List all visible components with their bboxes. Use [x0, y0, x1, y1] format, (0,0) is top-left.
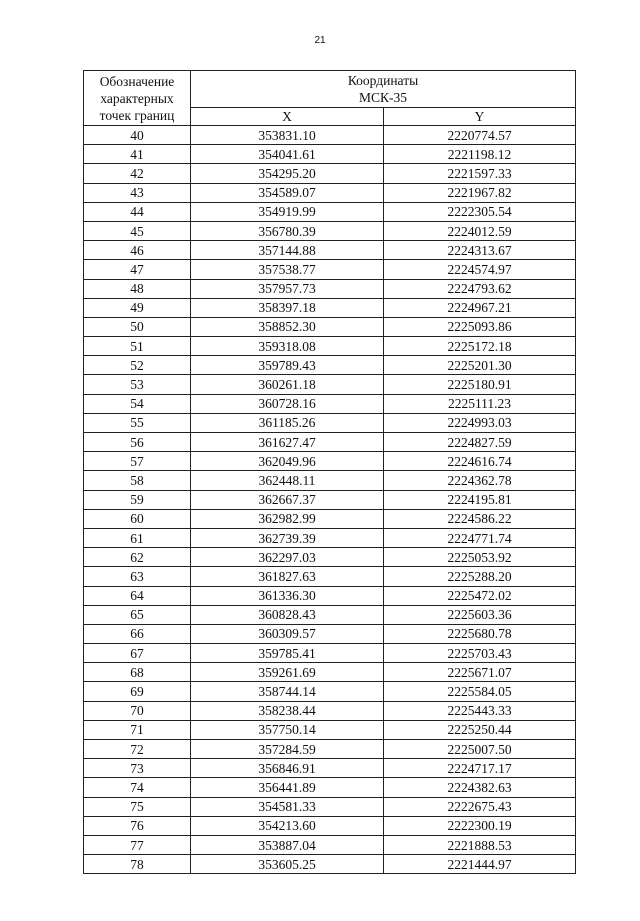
x-coordinate-cell: 354041.61 [191, 145, 384, 164]
table-row [84, 356, 576, 375]
y-coordinate-cell: 2225180.91 [384, 375, 576, 394]
point-number-cell: 69 [84, 682, 191, 701]
x-coordinate-cell: 354919.99 [191, 202, 384, 221]
x-coordinate-cell: 356441.89 [191, 778, 384, 797]
x-coordinate-cell: 354213.60 [191, 816, 384, 835]
y-coordinate-cell: 2225680.78 [384, 624, 576, 643]
table-row [84, 855, 576, 874]
point-number-cell: 67 [84, 644, 191, 663]
x-coordinate-cell: 362297.03 [191, 548, 384, 567]
x-coordinate-cell: 360309.57 [191, 624, 384, 643]
y-coordinate-cell: 2225172.18 [384, 337, 576, 356]
point-header-line-3: точек границ [99, 107, 175, 123]
x-coordinate-cell: 360261.18 [191, 375, 384, 394]
point-number-cell: 60 [84, 509, 191, 528]
y-coordinate-cell: 2224793.62 [384, 279, 576, 298]
y-coordinate-cell: 2224382.63 [384, 778, 576, 797]
point-number-cell: 59 [84, 490, 191, 509]
y-coordinate-cell: 2222300.19 [384, 816, 576, 835]
y-coordinate-cell: 2225053.92 [384, 548, 576, 567]
table-row [84, 720, 576, 739]
x-coordinate-cell: 357750.14 [191, 720, 384, 739]
table-row [84, 298, 576, 317]
point-number-cell: 73 [84, 759, 191, 778]
x-coordinate-cell: 360828.43 [191, 605, 384, 624]
coordinate-system-label: МСК-35 [358, 90, 407, 105]
x-coordinate-cell: 361185.26 [191, 413, 384, 432]
x-coordinate-cell: 359318.08 [191, 337, 384, 356]
table-row [84, 375, 576, 394]
y-coordinate-cell: 2222305.54 [384, 202, 576, 221]
y-coordinate-cell: 2225007.50 [384, 740, 576, 759]
x-coordinate-cell: 358744.14 [191, 682, 384, 701]
point-number-cell: 46 [84, 241, 191, 260]
x-coordinate-cell: 362049.96 [191, 452, 384, 471]
x-coordinate-cell: 358852.30 [191, 317, 384, 336]
x-coordinate-cell: 357538.77 [191, 260, 384, 279]
coordinates-header-title: Координаты [347, 73, 419, 88]
y-coordinate-cell: 2225703.43 [384, 644, 576, 663]
table-row [84, 394, 576, 413]
x-coordinate-cell: 362739.39 [191, 528, 384, 547]
point-number-cell: 66 [84, 624, 191, 643]
x-coordinate-cell: 362667.37 [191, 490, 384, 509]
table-row [84, 605, 576, 624]
point-header-line-1: Обозначение [99, 73, 175, 89]
x-coordinate-cell: 354295.20 [191, 164, 384, 183]
table-row [84, 740, 576, 759]
point-number-cell: 44 [84, 202, 191, 221]
point-number-cell: 57 [84, 452, 191, 471]
point-number-cell: 52 [84, 356, 191, 375]
x-coordinate-cell: 356780.39 [191, 221, 384, 240]
x-coordinate-cell: 357957.73 [191, 279, 384, 298]
table-row [84, 413, 576, 432]
y-coordinate-cell: 2225288.20 [384, 567, 576, 586]
x-coordinate-cell: 353605.25 [191, 855, 384, 874]
x-coordinate-cell: 362982.99 [191, 509, 384, 528]
y-coordinate-cell: 2225472.02 [384, 586, 576, 605]
y-coordinate-cell: 2224313.67 [384, 241, 576, 260]
x-coordinate-cell: 354589.07 [191, 183, 384, 202]
x-coordinate-cell: 353831.10 [191, 126, 384, 145]
table-row [84, 145, 576, 164]
x-coordinate-cell: 357284.59 [191, 740, 384, 759]
table-row [84, 164, 576, 183]
y-coordinate-cell: 2225093.86 [384, 317, 576, 336]
point-number-cell: 56 [84, 433, 191, 452]
y-coordinate-cell: 2224967.21 [384, 298, 576, 317]
point-number-cell: 54 [84, 394, 191, 413]
x-column-header: X [191, 108, 384, 126]
x-coordinate-cell: 361827.63 [191, 567, 384, 586]
table-row [84, 241, 576, 260]
table-row [84, 797, 576, 816]
table-row [84, 317, 576, 336]
y-coordinate-cell: 2225671.07 [384, 663, 576, 682]
point-number-cell: 76 [84, 816, 191, 835]
point-number-cell: 58 [84, 471, 191, 490]
x-coordinate-cell: 359785.41 [191, 644, 384, 663]
y-coordinate-cell: 2224195.81 [384, 490, 576, 509]
point-number-cell: 70 [84, 701, 191, 720]
y-coordinate-cell: 2222675.43 [384, 797, 576, 816]
point-number-cell: 53 [84, 375, 191, 394]
point-number-cell: 51 [84, 337, 191, 356]
y-column-header: Y [384, 108, 576, 126]
y-coordinate-cell: 2224993.03 [384, 413, 576, 432]
table-row [84, 816, 576, 835]
point-number-cell: 47 [84, 260, 191, 279]
y-coordinate-cell: 2224827.59 [384, 433, 576, 452]
y-coordinate-cell: 2221967.82 [384, 183, 576, 202]
point-number-cell: 72 [84, 740, 191, 759]
point-number-cell: 45 [84, 221, 191, 240]
x-coordinate-cell: 358238.44 [191, 701, 384, 720]
y-coordinate-cell: 2224771.74 [384, 528, 576, 547]
table-row [84, 586, 576, 605]
point-number-cell: 71 [84, 720, 191, 739]
point-number-cell: 63 [84, 567, 191, 586]
point-number-cell: 48 [84, 279, 191, 298]
point-number-cell: 62 [84, 548, 191, 567]
point-number-cell: 64 [84, 586, 191, 605]
table-row [84, 682, 576, 701]
point-number-cell: 50 [84, 317, 191, 336]
y-coordinate-cell: 2225584.05 [384, 682, 576, 701]
point-number-cell: 74 [84, 778, 191, 797]
point-number-cell: 78 [84, 855, 191, 874]
point-header-line-2: характерных [100, 90, 174, 106]
table-row [84, 260, 576, 279]
point-number-cell: 68 [84, 663, 191, 682]
y-coordinate-cell: 2225201.30 [384, 356, 576, 375]
x-coordinate-cell: 357144.88 [191, 241, 384, 260]
x-coordinate-cell: 358397.18 [191, 298, 384, 317]
y-coordinate-cell: 2221198.12 [384, 145, 576, 164]
table-row [84, 452, 576, 471]
point-number-cell: 42 [84, 164, 191, 183]
table-row [84, 490, 576, 509]
x-coordinate-cell: 360728.16 [191, 394, 384, 413]
y-coordinate-cell: 2225443.33 [384, 701, 576, 720]
y-coordinate-cell: 2221444.97 [384, 855, 576, 874]
y-coordinate-cell: 2225111.23 [384, 394, 576, 413]
y-coordinate-cell: 2221888.53 [384, 835, 576, 854]
table-row [84, 433, 576, 452]
table-body [84, 126, 576, 874]
x-coordinate-cell: 356846.91 [191, 759, 384, 778]
point-number-cell: 61 [84, 528, 191, 547]
y-coordinate-cell: 2221597.33 [384, 164, 576, 183]
y-coordinate-cell: 2224574.97 [384, 260, 576, 279]
page-number: 21 [314, 35, 326, 46]
x-coordinate-cell: 354581.33 [191, 797, 384, 816]
table-row [84, 183, 576, 202]
y-coordinate-cell: 2224616.74 [384, 452, 576, 471]
y-coordinate-cell: 2220774.57 [384, 126, 576, 145]
point-number-cell: 43 [84, 183, 191, 202]
point-designation-header [84, 71, 191, 126]
point-number-cell: 55 [84, 413, 191, 432]
y-coordinate-cell: 2225603.36 [384, 605, 576, 624]
table-row [84, 126, 576, 145]
y-coordinate-cell: 2224362.78 [384, 471, 576, 490]
table-row [84, 644, 576, 663]
y-coordinate-cell: 2224012.59 [384, 221, 576, 240]
point-number-cell: 77 [84, 835, 191, 854]
table-row [84, 567, 576, 586]
y-coordinate-cell: 2224717.17 [384, 759, 576, 778]
table-row [84, 548, 576, 567]
table-row [84, 778, 576, 797]
y-coordinate-cell: 2225250.44 [384, 720, 576, 739]
point-number-cell: 75 [84, 797, 191, 816]
point-number-cell: 65 [84, 605, 191, 624]
table-row [84, 835, 576, 854]
table-row [84, 337, 576, 356]
table-row [84, 202, 576, 221]
table-row [84, 279, 576, 298]
x-coordinate-cell: 361336.30 [191, 586, 384, 605]
point-number-cell: 40 [84, 126, 191, 145]
point-number-cell: 49 [84, 298, 191, 317]
table-row [84, 759, 576, 778]
x-coordinate-cell: 361627.47 [191, 433, 384, 452]
point-number-cell: 41 [84, 145, 191, 164]
x-coordinate-cell: 353887.04 [191, 835, 384, 854]
coordinates-header [191, 71, 576, 108]
table-row [84, 471, 576, 490]
x-coordinate-cell: 362448.11 [191, 471, 384, 490]
x-coordinate-cell: 359789.43 [191, 356, 384, 375]
table-row [84, 624, 576, 643]
table-row [84, 528, 576, 547]
x-coordinate-cell: 359261.69 [191, 663, 384, 682]
table-row [84, 509, 576, 528]
table-row [84, 701, 576, 720]
table-row [84, 663, 576, 682]
table-row [84, 221, 576, 240]
coordinates-table [83, 70, 576, 874]
y-coordinate-cell: 2224586.22 [384, 509, 576, 528]
